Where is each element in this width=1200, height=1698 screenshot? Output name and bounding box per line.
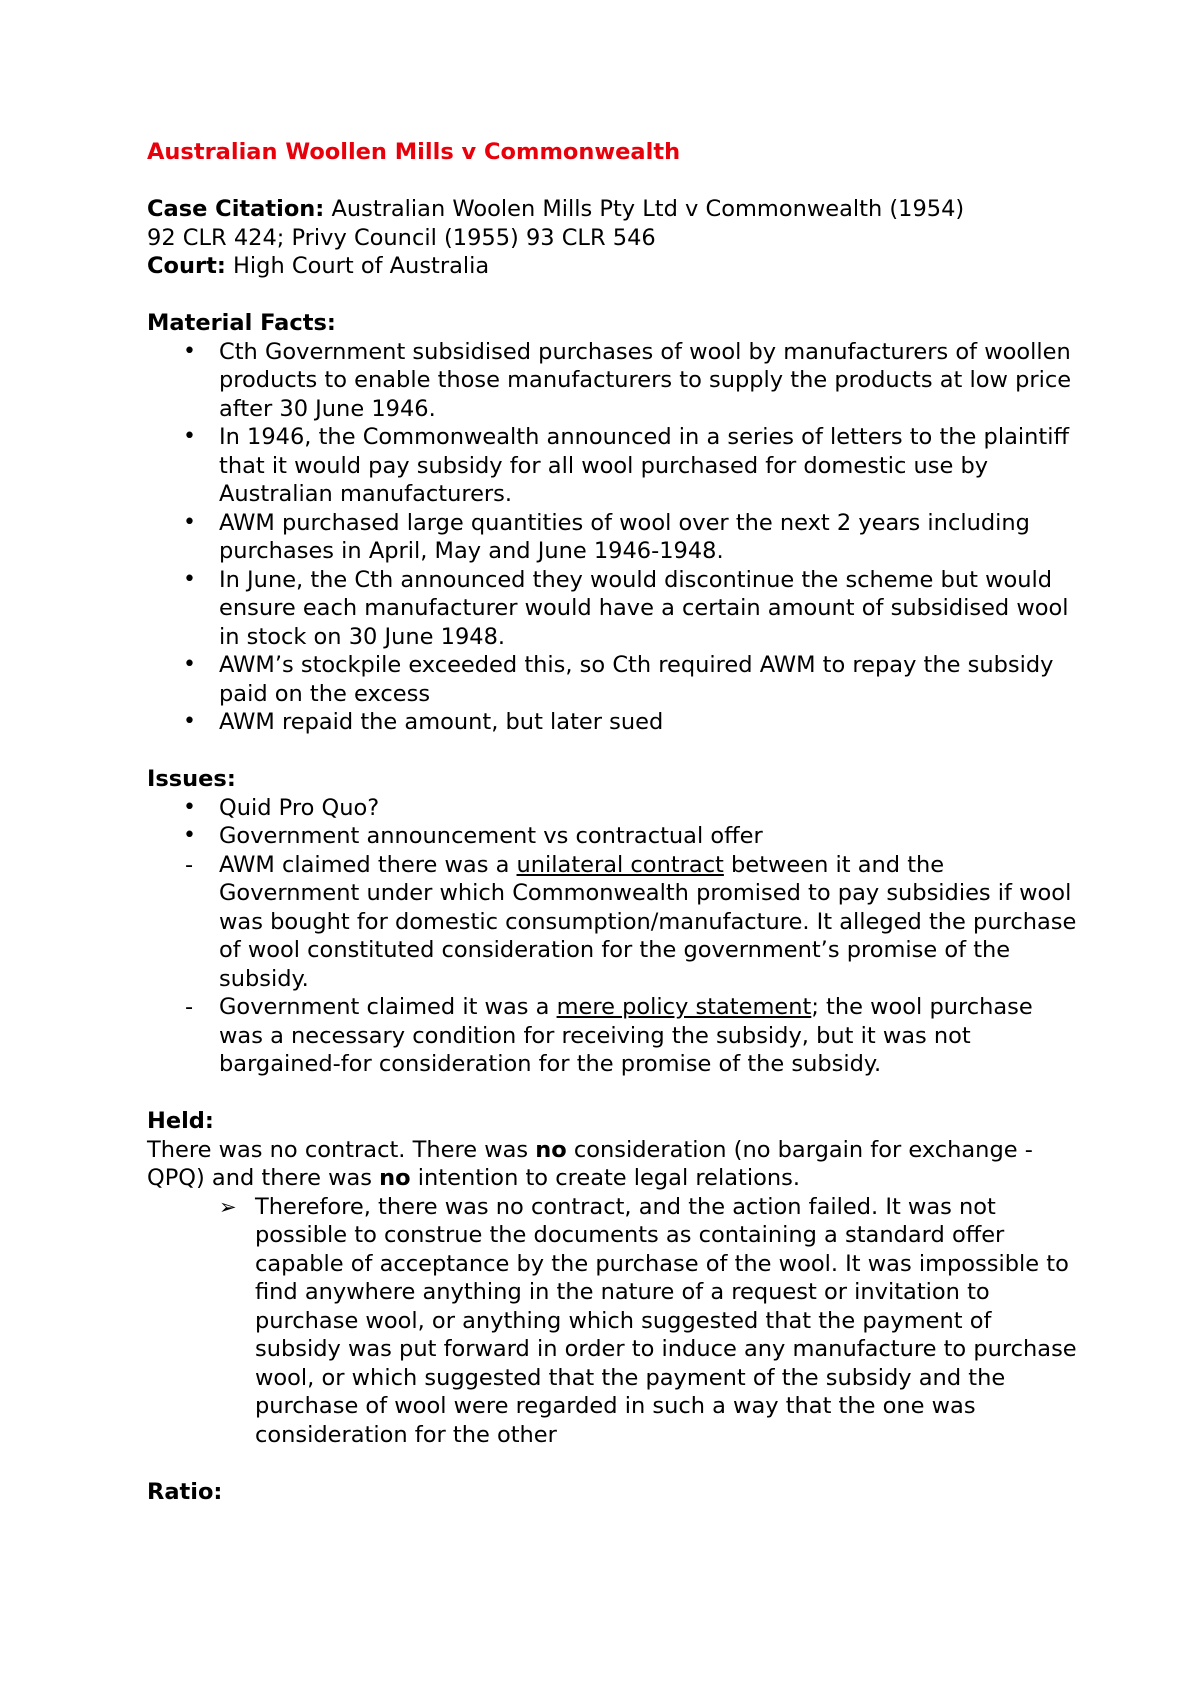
issue-text-before: Government claimed it was a bbox=[219, 994, 557, 1020]
case-citation bbox=[147, 195, 1077, 252]
issues-list bbox=[147, 794, 1077, 1079]
case-title: Australian Woollen Mills v Commonwealth bbox=[147, 139, 681, 165]
bullet-icon: • bbox=[183, 566, 196, 592]
held-summary bbox=[147, 1136, 1077, 1193]
list-item bbox=[219, 1193, 1077, 1450]
list-item bbox=[147, 566, 1077, 652]
unilateral-contract-term: unilateral contract bbox=[516, 851, 724, 878]
issue-text-after: between it and the Government under which Commonwealth promised to pay subsidies if wool was bought for domestic consumption/manufacture. It alleged the purchase of wool constituted consideration for the government’s promise of the subsidy. bbox=[219, 851, 1077, 992]
bullet-icon: • bbox=[183, 794, 196, 820]
bullet-icon: • bbox=[183, 338, 196, 364]
held-emphasis: no bbox=[535, 1136, 567, 1163]
court-text: High Court of Australia bbox=[225, 253, 490, 279]
issue-text: Quid Pro Quo? bbox=[219, 794, 380, 821]
court-label: Court: bbox=[147, 253, 226, 279]
citation-text-line1: Australian Woolen Mills Pty Ltd v Commonwealth (1954) bbox=[324, 196, 965, 222]
fact-text: In 1946, the Commonwealth announced in a series of letters to the plaintiff that it would pay subsidy for all wool purchased for domestic use by Australian manufacturers. bbox=[219, 424, 1069, 507]
held-emphasis: no bbox=[379, 1165, 411, 1191]
held-arrow-list bbox=[147, 1193, 1077, 1450]
citation-text-line2: 92 CLR 424; Privy Council (1955) 93 CLR 546 bbox=[147, 224, 656, 251]
list-item bbox=[147, 822, 1077, 851]
issue-text: Government announcement vs contractual offer bbox=[219, 823, 763, 849]
material-facts-list bbox=[147, 338, 1077, 737]
material-facts-heading: Material Facts: bbox=[147, 310, 336, 336]
citation-label: Case Citation: bbox=[147, 196, 325, 222]
document-page bbox=[147, 138, 1077, 1506]
fact-text: AWM repaid the amount, but later sued bbox=[219, 709, 664, 735]
bullet-icon: • bbox=[183, 652, 196, 677]
fact-text: Cth Government subsidised purchases of wool by manufacturers of woollen products to enable those manufacturers to supply the products at low price after 30 June 1946. bbox=[219, 338, 1072, 422]
issue-government-claim bbox=[219, 994, 1033, 1077]
held-reasoning: Therefore, there was no contract, and the action failed. It was not possible to construe the documents as containing a standard offer capable of acceptance by the purchase of the wool. It was impossible to find anywhere anything in the nature of a request or invitation to purchase wool, or anything which suggested that the payment of subsidy was put forward in order to induce any manufacture to purchase wool, or which suggested that the payment of the subsidy and the purchase of wool were regarded in such a way that the one was consideration for the other bbox=[255, 1193, 1077, 1448]
held-text: intention to create legal relations. bbox=[410, 1165, 800, 1191]
dash-icon: - bbox=[185, 994, 194, 1020]
fact-text: AWM purchased large quantities of wool over the next 2 years including purchases in April, May and June 1946-1948. bbox=[219, 509, 1030, 564]
arrow-bullet-icon: ➢ bbox=[219, 1194, 237, 1219]
list-item bbox=[147, 993, 1077, 1079]
list-item bbox=[147, 423, 1077, 509]
spacer bbox=[147, 737, 1077, 766]
held-text: consideration (no bargain for exchange - QPQ) and there was bbox=[147, 1136, 1033, 1191]
spacer bbox=[147, 281, 1077, 310]
list-item bbox=[147, 708, 1077, 737]
bullet-icon: • bbox=[183, 424, 196, 449]
issue-text-after: ; the wool purchase was a necessary condition for receiving the subsidy, but it was not bargained-for consideration for the promise of the subsidy. bbox=[219, 994, 1033, 1077]
held-heading: Held: bbox=[147, 1108, 214, 1134]
issue-awm-claim bbox=[219, 852, 1076, 992]
court bbox=[147, 252, 1077, 281]
fact-text: In June, the Cth announced they would discontinue the scheme but would ensure each manufacturer would have a certain amount of subsidised wool in stock on 30 June 1948. bbox=[219, 566, 1069, 650]
dash-icon: - bbox=[185, 851, 194, 878]
fact-text: AWM’s stockpile exceeded this, so Cth required AWM to repay the subsidy paid on the excess bbox=[219, 652, 1054, 707]
mere-policy-statement-term: mere policy statement bbox=[556, 994, 812, 1020]
held-text: There was no contract. There was bbox=[147, 1136, 536, 1163]
list-item bbox=[147, 794, 1077, 823]
list-item bbox=[147, 338, 1077, 424]
spacer bbox=[147, 1079, 1077, 1108]
bullet-icon: • bbox=[183, 823, 196, 848]
issues-heading: Issues: bbox=[147, 766, 236, 792]
issue-text-before: AWM claimed there was a bbox=[219, 851, 517, 878]
bullet-icon: • bbox=[183, 709, 196, 734]
list-item bbox=[147, 851, 1077, 994]
spacer bbox=[147, 1449, 1077, 1478]
bullet-icon: • bbox=[183, 509, 196, 535]
ratio-heading: Ratio: bbox=[147, 1478, 223, 1505]
list-item bbox=[147, 651, 1077, 708]
list-item bbox=[147, 509, 1077, 566]
